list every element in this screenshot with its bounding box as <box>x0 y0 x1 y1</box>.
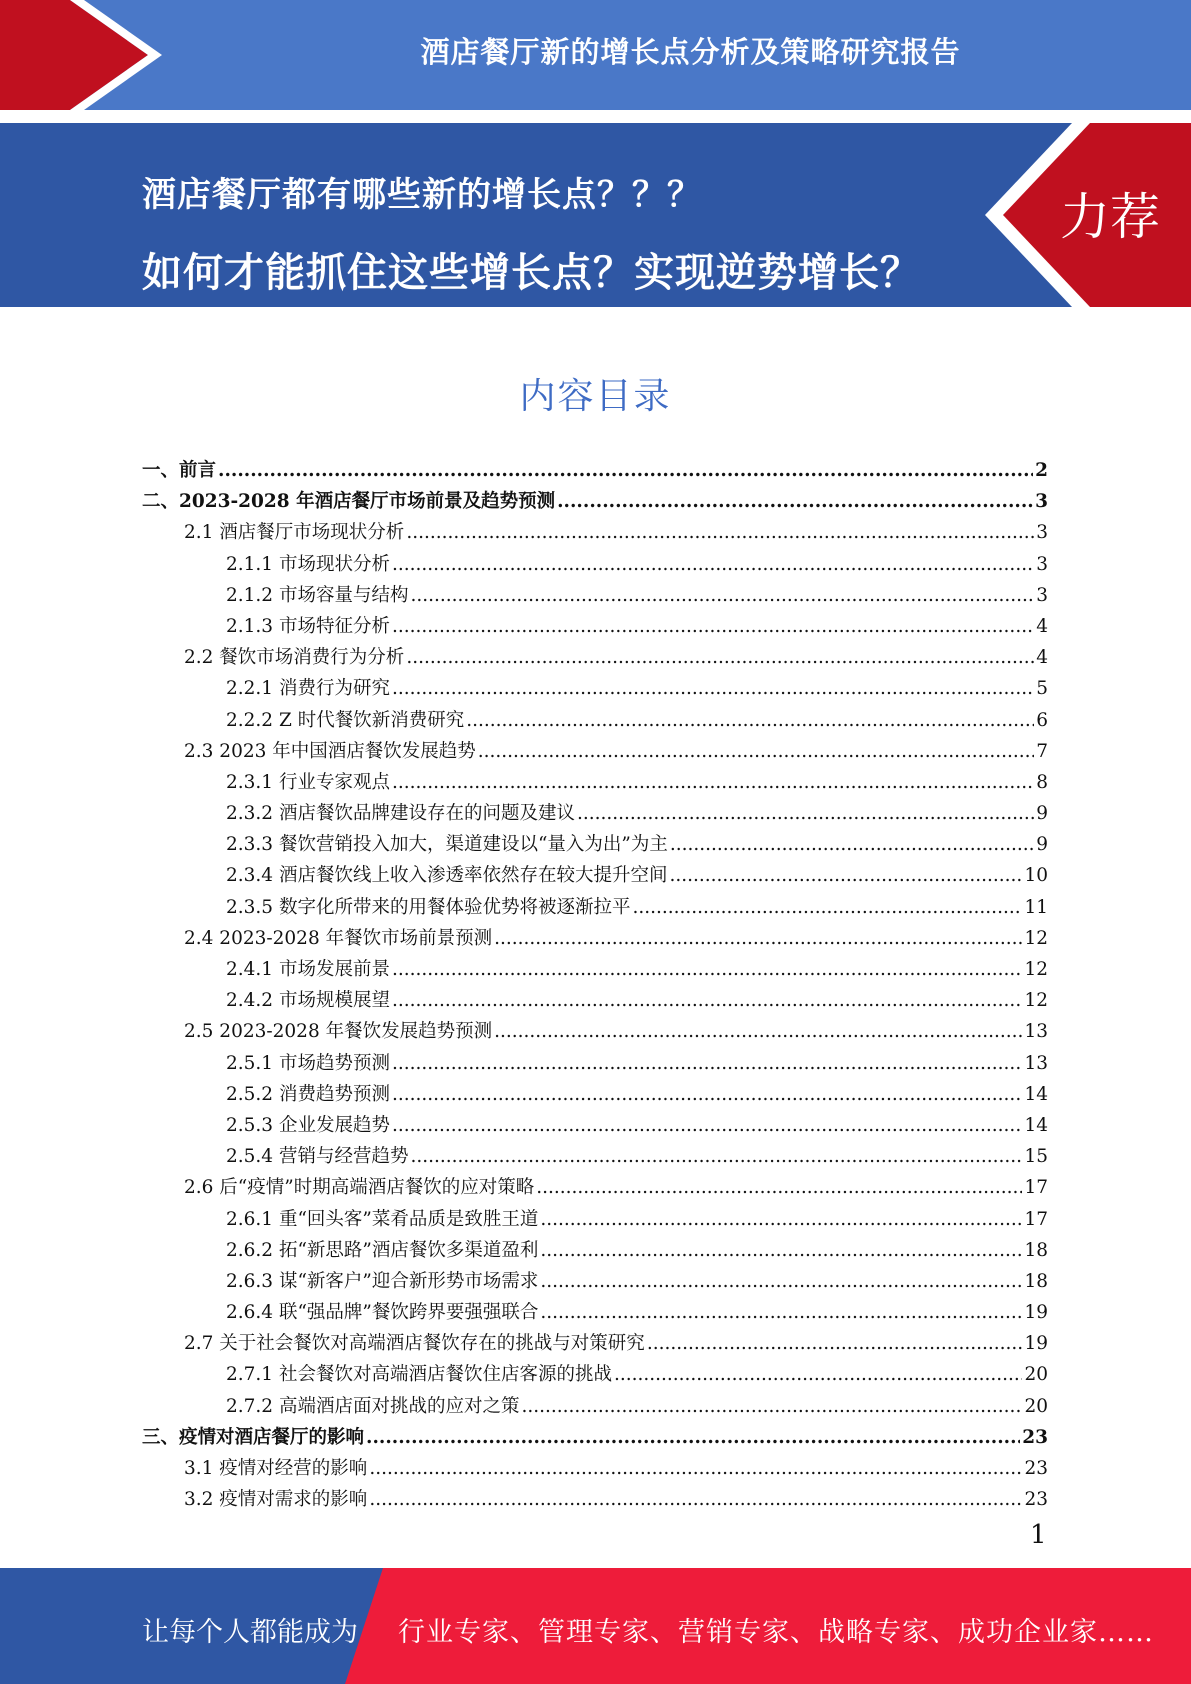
toc-entry[interactable] <box>142 486 1048 517</box>
toc-entry-page: 6 <box>1036 709 1048 731</box>
toc-entry-page: 2 <box>1035 460 1048 481</box>
toc-leader-dots <box>540 1266 1022 1297</box>
toc-entry[interactable] <box>142 954 1048 985</box>
footer-slogan-right: 行业专家、管理专家、营销专家、战略专家、成功企业家…… <box>398 1617 1154 1648</box>
toc-entry-label: 2.1.1 市场现状分析 <box>226 553 390 575</box>
toc-entry-page: 17 <box>1024 1177 1048 1199</box>
toc-leader-dots <box>521 1391 1022 1422</box>
toc-entry[interactable] <box>142 985 1048 1016</box>
toc-entry[interactable] <box>142 892 1048 923</box>
toc-entry-label: 2.5.2 消费趋势预测 <box>226 1083 390 1105</box>
toc-entry-page: 12 <box>1024 990 1048 1012</box>
toc-entry[interactable] <box>142 1266 1048 1297</box>
toc-leader-dots <box>392 673 1034 704</box>
toc-entry-label: 2.1 酒店餐厅市场现状分析 <box>184 522 405 544</box>
toc-entry[interactable] <box>142 1079 1048 1110</box>
toc-leader-dots <box>614 1359 1022 1390</box>
toc-leader-dots <box>392 549 1034 580</box>
toc-entry-page: 19 <box>1024 1302 1048 1324</box>
toc-entry[interactable] <box>142 767 1048 798</box>
toc-entry[interactable] <box>142 1391 1048 1422</box>
toc-entry-page: 20 <box>1024 1395 1048 1417</box>
toc-leader-dots <box>410 580 1034 611</box>
footer-band <box>0 1568 1191 1684</box>
toc-entry-page: 5 <box>1036 678 1048 700</box>
toc-entry[interactable] <box>142 923 1048 954</box>
hero-question-1: 酒店餐厅都有哪些新的增长点？？？ <box>142 175 702 215</box>
toc-leader-dots <box>406 517 1034 548</box>
toc-leader-dots <box>392 954 1022 985</box>
toc-leader-dots <box>647 1328 1023 1359</box>
toc-entry-page: 13 <box>1024 1052 1048 1074</box>
toc-entry-page: 9 <box>1036 803 1048 825</box>
toc-entry-label: 2.5.3 企业发展趋势 <box>226 1114 390 1136</box>
toc-entry[interactable] <box>142 455 1048 486</box>
toc-entry-label: 2.7.2 高端酒店面对挑战的应对之策 <box>226 1395 520 1417</box>
toc-leader-dots <box>494 923 1022 954</box>
toc-entry-label: 3.2 疫情对需求的影响 <box>184 1489 368 1511</box>
toc-leader-dots <box>218 455 1033 486</box>
toc-title: 内容目录 <box>519 376 672 417</box>
page-number: 1 <box>1030 1520 1047 1550</box>
toc-entry-label: 2.3.2 酒店餐饮品牌建设存在的问题及建议 <box>226 803 575 825</box>
toc-entry[interactable] <box>142 1453 1048 1484</box>
toc-entry[interactable] <box>142 705 1048 736</box>
toc-entry[interactable] <box>142 549 1048 580</box>
toc-entry-label: 2.6.2 拓“新思路”酒店餐饮多渠道盈利 <box>226 1239 539 1261</box>
toc-entry[interactable] <box>142 1297 1048 1328</box>
toc-entry-label: 2.6 后“疫情”时期高端酒店餐饮的应对策略 <box>184 1177 535 1199</box>
toc-leader-dots <box>478 736 1034 767</box>
toc-leader-dots <box>392 1079 1022 1110</box>
toc-entry-label: 2.1.3 市场特征分析 <box>226 615 390 637</box>
recommend-badge: 力荐 <box>1060 188 1160 246</box>
toc-entry-label: 一、前言 <box>142 460 217 481</box>
toc-entry-page: 7 <box>1036 740 1048 762</box>
toc-leader-dots <box>366 1422 1020 1453</box>
toc-entry-label: 2.4.1 市场发展前景 <box>226 959 390 980</box>
toc-leader-dots <box>392 1110 1022 1141</box>
table-of-contents <box>142 455 1048 1515</box>
toc-entry-label: 二、2023-2028 年酒店餐厅市场前景及趋势预测 <box>142 491 556 513</box>
toc-leader-dots <box>369 1484 1022 1515</box>
toc-entry[interactable] <box>142 1141 1048 1172</box>
toc-leader-dots <box>577 798 1034 829</box>
toc-entry-label: 2.2 餐饮市场消费行为分析 <box>184 647 405 669</box>
toc-entry[interactable] <box>142 1484 1048 1515</box>
hero-question-2: 如何才能抓住这些增长点？实现逆势增长？ <box>142 250 921 296</box>
toc-entry[interactable] <box>142 860 1048 891</box>
toc-entry[interactable] <box>142 1016 1048 1047</box>
toc-leader-dots <box>410 1141 1022 1172</box>
toc-entry[interactable] <box>142 798 1048 829</box>
toc-entry-page: 14 <box>1024 1083 1048 1105</box>
toc-entry-label: 2.1.2 市场容量与结构 <box>226 584 409 606</box>
toc-leader-dots <box>392 767 1034 798</box>
toc-entry[interactable] <box>142 517 1048 548</box>
toc-entry-page: 15 <box>1024 1146 1048 1168</box>
toc-entry-label: 2.3.3 餐饮营销投入加大，渠道建设以“量入为出”为主 <box>226 834 668 856</box>
toc-entry-page: 23 <box>1022 1426 1048 1448</box>
toc-leader-dots <box>494 1016 1022 1047</box>
toc-leader-dots <box>536 1172 1022 1203</box>
toc-entry[interactable] <box>142 1328 1048 1359</box>
toc-entry[interactable] <box>142 1359 1048 1390</box>
toc-leader-dots <box>406 642 1034 673</box>
toc-entry-label: 2.4.2 市场规模展望 <box>226 990 390 1012</box>
toc-entry[interactable] <box>142 829 1048 860</box>
toc-entry-page: 20 <box>1024 1364 1048 1386</box>
toc-leader-dots <box>369 1453 1022 1484</box>
toc-entry-label: 2.5 2023-2028 年餐饮发展趋势预测 <box>184 1021 493 1043</box>
toc-entry-label: 2.5.1 市场趋势预测 <box>226 1052 390 1074</box>
toc-entry-page: 18 <box>1024 1270 1048 1292</box>
toc-entry-page: 8 <box>1036 771 1048 793</box>
toc-entry[interactable] <box>142 1235 1048 1266</box>
toc-leader-dots <box>392 985 1022 1016</box>
toc-leader-dots <box>540 1297 1022 1328</box>
toc-entry-page: 14 <box>1024 1114 1048 1136</box>
toc-entry-page: 9 <box>1036 834 1048 856</box>
toc-leader-dots <box>392 1048 1022 1079</box>
toc-entry[interactable] <box>142 736 1048 767</box>
toc-leader-dots <box>669 860 1022 891</box>
toc-entry-page: 4 <box>1036 647 1048 669</box>
toc-entry[interactable] <box>142 580 1048 611</box>
toc-entry-label: 2.6.3 谋“新客户”迎合新形势市场需求 <box>226 1270 539 1292</box>
toc-entry-label: 2.7.1 社会餐饮对高端酒店餐饮住店客源的挑战 <box>226 1364 612 1386</box>
toc-leader-dots <box>557 486 1033 517</box>
report-title: 酒店餐厅新的增长点分析及策略研究报告 <box>420 35 961 69</box>
toc-entry-label: 2.4 2023-2028 年餐饮市场前景预测 <box>184 927 493 949</box>
toc-entry-label: 2.6.1 重“回头客”菜肴品质是致胜王道 <box>226 1208 539 1230</box>
toc-entry-page: 3 <box>1036 584 1048 606</box>
toc-entry-page: 19 <box>1024 1333 1048 1355</box>
toc-entry-page: 13 <box>1024 1021 1048 1043</box>
toc-entry-page: 12 <box>1024 927 1048 949</box>
hero-band <box>0 123 1191 307</box>
toc-entry-page: 18 <box>1024 1239 1048 1261</box>
toc-entry-label: 2.2.1 消费行为研究 <box>226 678 390 700</box>
toc-entry-page: 3 <box>1036 553 1048 575</box>
toc-entry-label: 2.6.4 联“强品牌”餐饮跨界要强强联合 <box>226 1302 539 1324</box>
toc-leader-dots <box>466 705 1034 736</box>
toc-entry-label: 三、疫情对酒店餐厅的影响 <box>142 1426 365 1448</box>
toc-entry[interactable] <box>142 1110 1048 1141</box>
toc-entry-label: 2.3.4 酒店餐饮线上收入渗透率依然存在较大提升空间 <box>226 865 668 887</box>
toc-entry[interactable] <box>142 1422 1048 1453</box>
top-banner <box>0 0 1191 110</box>
toc-entry-label: 2.5.4 营销与经营趋势 <box>226 1146 409 1168</box>
toc-entry-label: 2.3.1 行业专家观点 <box>226 771 390 793</box>
footer-slogan-left: 让每个人都能成为 <box>142 1617 358 1648</box>
toc-entry-label: 3.1 疫情对经营的影响 <box>184 1458 368 1479</box>
toc-leader-dots <box>540 1235 1022 1266</box>
toc-entry[interactable] <box>142 1048 1048 1079</box>
toc-entry-page: 10 <box>1024 865 1048 887</box>
toc-entry-page: 3 <box>1035 491 1048 513</box>
toc-entry[interactable] <box>142 1204 1048 1235</box>
toc-entry[interactable] <box>142 1172 1048 1203</box>
toc-entry-page: 12 <box>1024 959 1048 980</box>
toc-entry-label: 2.3.5 数字化所带来的用餐体验优势将被逐渐拉平 <box>226 896 631 918</box>
toc-entry-page: 11 <box>1024 896 1048 918</box>
toc-entry-label: 2.2.2 Z 时代餐饮新消费研究 <box>226 709 465 731</box>
toc-entry-page: 17 <box>1024 1208 1048 1230</box>
toc-leader-dots <box>540 1204 1022 1235</box>
toc-leader-dots <box>392 611 1034 642</box>
toc-entry-page: 3 <box>1036 522 1048 544</box>
toc-entry-page: 23 <box>1024 1458 1048 1479</box>
toc-entry[interactable] <box>142 673 1048 704</box>
toc-entry-page: 23 <box>1024 1489 1048 1511</box>
toc-entry-page: 4 <box>1036 615 1048 637</box>
toc-leader-dots <box>670 829 1034 860</box>
toc-entry-label: 2.7 关于社会餐饮对高端酒店餐饮存在的挑战与对策研究 <box>184 1333 645 1355</box>
toc-entry[interactable] <box>142 642 1048 673</box>
toc-entry-label: 2.3 2023 年中国酒店餐饮发展趋势 <box>184 740 476 762</box>
toc-entry[interactable] <box>142 611 1048 642</box>
toc-leader-dots <box>632 892 1022 923</box>
